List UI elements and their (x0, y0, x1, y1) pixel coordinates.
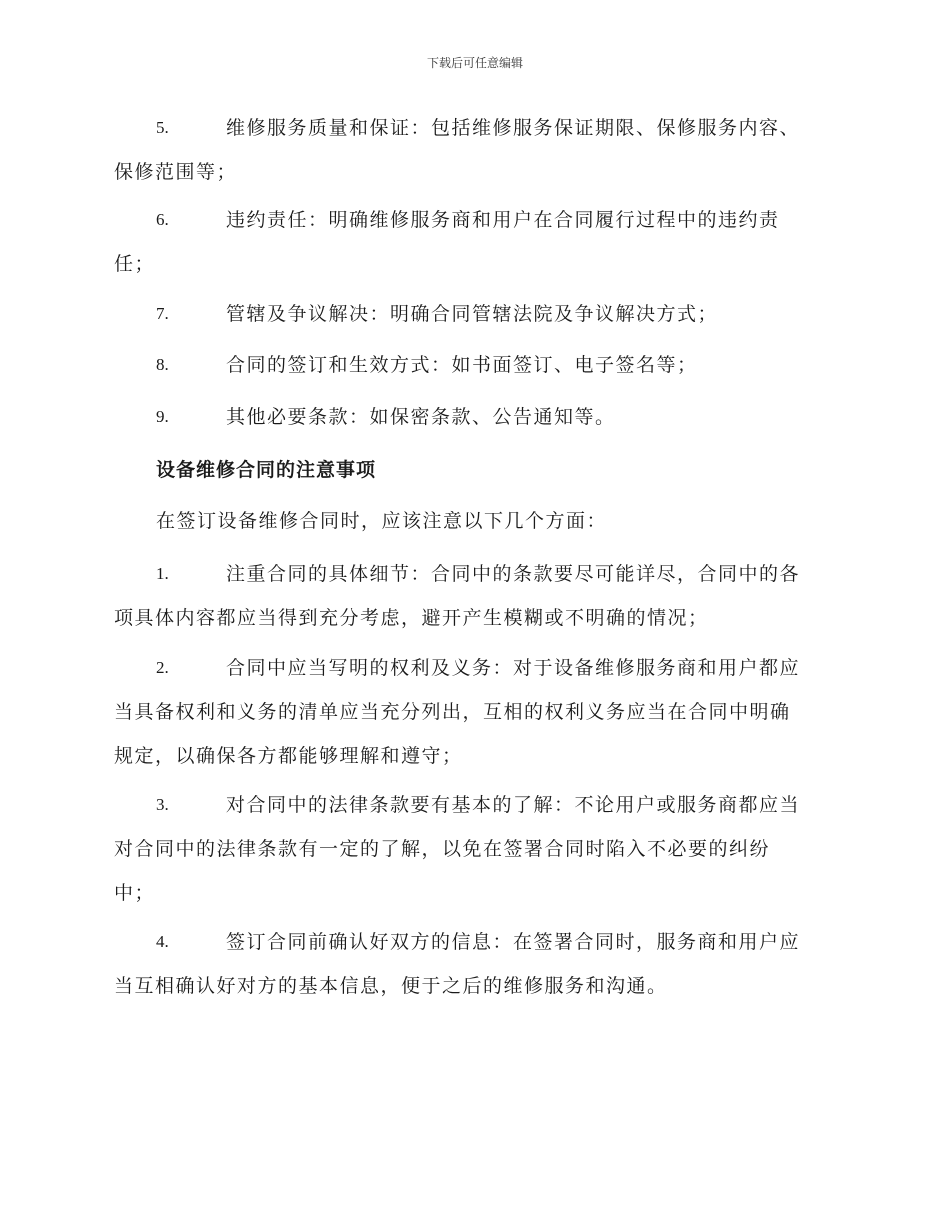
item-text: 合同的签订和生效方式：如书面签订、电子签名等； (226, 354, 698, 376)
list-item (114, 552, 838, 640)
item-text: 规定，以确保各方都能够理解和遵守； (114, 745, 463, 767)
item-text: 合同中应当写明的权利及义务：对于设备维修服务商和用户都应 (226, 657, 801, 679)
item-text: 维修服务质量和保证：包括维修服务保证期限、保修服务内容、 (226, 117, 801, 139)
intro-paragraph: 在签订设备维修合同时，应该注意以下几个方面： (156, 510, 608, 532)
item-text: 当互相确认好对方的基本信息，便于之后的维修服务和沟通。 (114, 975, 668, 997)
item-text: 对合同中的法律条款要有基本的了解：不论用户或服务商都应当 (226, 794, 801, 816)
section-heading: 设备维修合同的注意事项 (156, 459, 377, 481)
item-number: 6. (156, 210, 169, 229)
item-text: 任； (114, 253, 156, 275)
item-text: 管辖及争议解决：明确合同管辖法院及争议解决方式； (226, 303, 719, 325)
item-text: 项具体内容都应当得到充分考虑，避开产生模糊或不明确的情况； (114, 607, 709, 629)
list-item (114, 106, 838, 194)
item-number: 3. (156, 795, 169, 814)
item-text: 当具备权利和义务的清单应当充分列出，互相的权利义务应当在合同中明确 (114, 701, 791, 723)
item-text: 保修范围等； (114, 161, 238, 183)
list-item (114, 783, 838, 915)
item-number: 4. (156, 932, 169, 951)
item-number: 5. (156, 118, 169, 137)
list-item (114, 646, 838, 778)
item-text: 违约责任：明确维修服务商和用户在合同履行过程中的违约责 (226, 209, 780, 231)
item-number: 9. (156, 407, 169, 426)
item-number: 1. (156, 564, 169, 583)
list-item (114, 395, 838, 439)
item-number: 8. (156, 355, 169, 374)
item-text: 签订合同前确认好双方的信息：在签署合同时，服务商和用户应 (226, 931, 801, 953)
list-item (114, 343, 838, 387)
item-number: 7. (156, 304, 169, 323)
item-text: 其他必要条款：如保密条款、公告通知等。 (226, 406, 616, 428)
list-item (114, 198, 838, 286)
list-item (114, 292, 838, 336)
item-text: 注重合同的具体细节：合同中的条款要尽可能详尽，合同中的各 (226, 563, 801, 585)
page-header: 下载后可任意编辑 (426, 56, 523, 70)
item-number: 2. (156, 658, 169, 677)
item-text: 对合同中的法律条款有一定的了解，以免在签署合同时陷入不必要的纠纷 (114, 838, 771, 860)
list-item (114, 920, 838, 1008)
item-text: 中； (114, 882, 156, 904)
